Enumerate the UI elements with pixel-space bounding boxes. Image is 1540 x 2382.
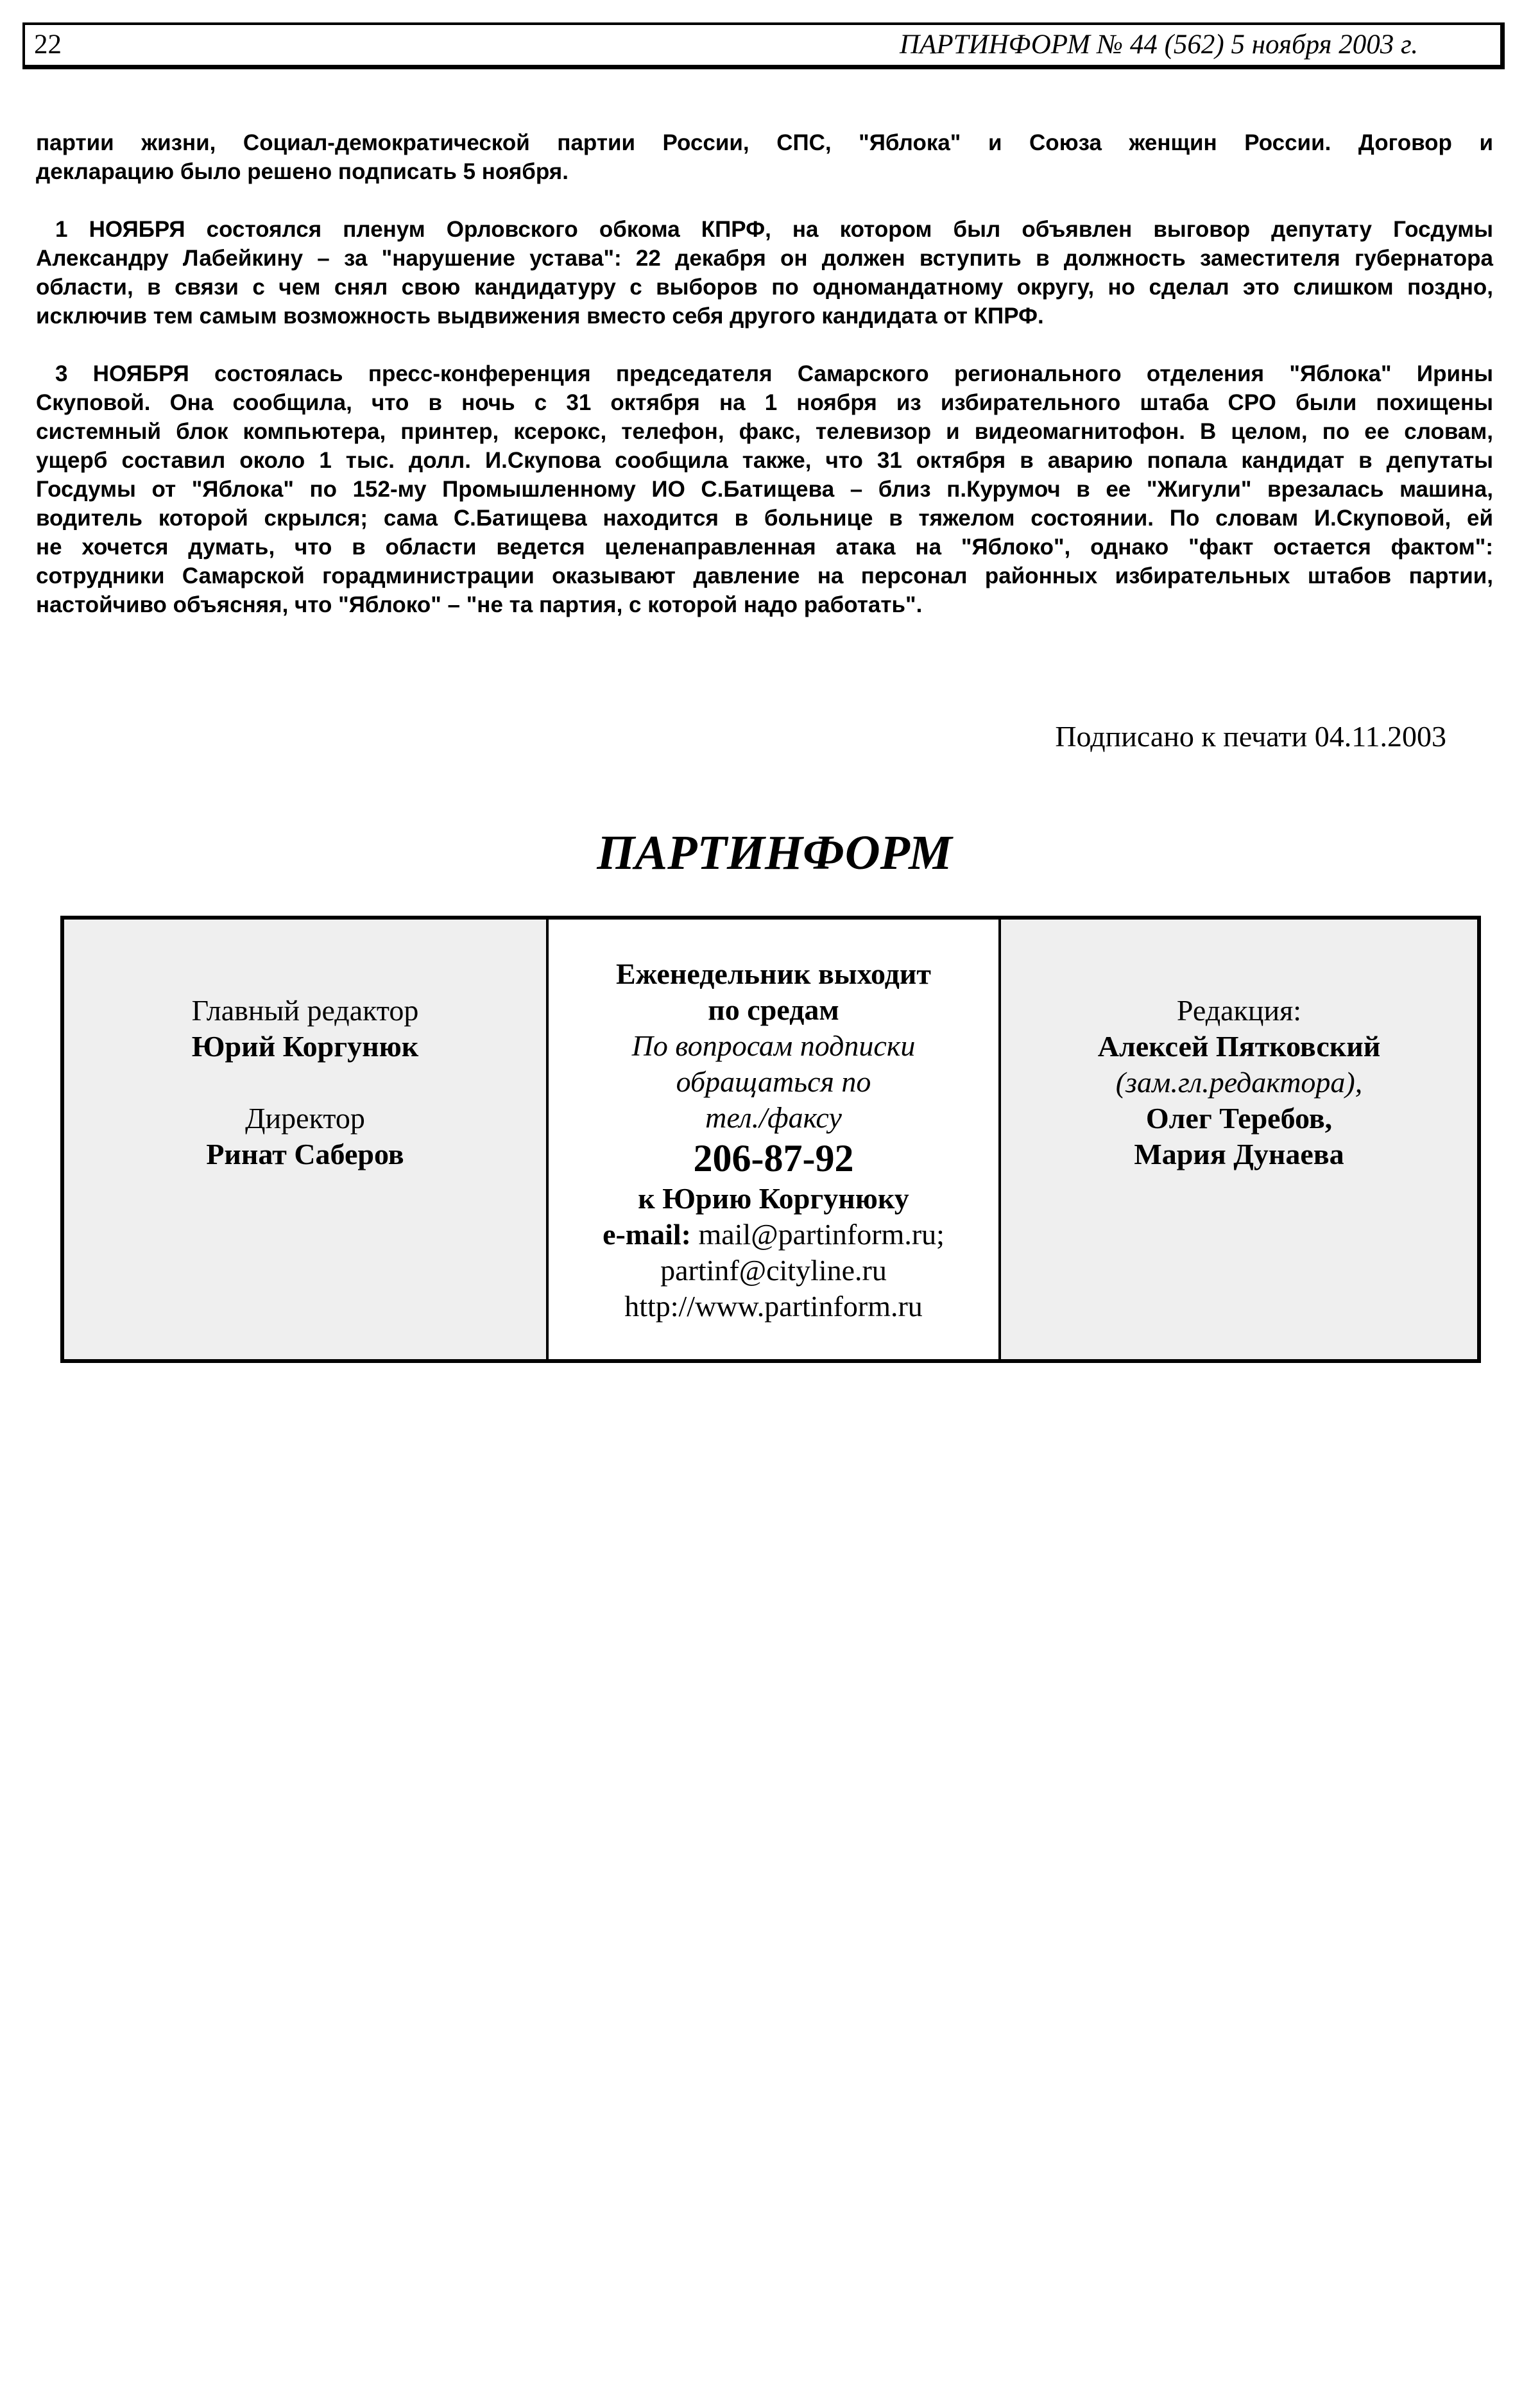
director-label: Директор	[245, 1102, 365, 1135]
staff-cell	[1001, 920, 1477, 1359]
text-line: ущерб составил около 1 тыс. долл. И.Скупова сообщила также, что 31 октября в аварию попала кандидат в депутаты	[36, 448, 1493, 473]
news-column	[36, 128, 1493, 619]
email-label: e-mail:	[603, 1218, 691, 1251]
signed-for-print: Подписано к печати 04.11.2003	[1055, 720, 1446, 753]
editorial-cell	[64, 920, 549, 1359]
text-line: настойчиво объясняя, что "Яблоко" – "не та партия, с которой надо работать".	[36, 592, 923, 617]
phone-number: 206-87-92	[693, 1137, 854, 1179]
text-line: не хочется думать, что в области ведется целенаправленная атака на "Яблоко", однако "факт остается фактом":	[36, 535, 1493, 560]
subscribe-line-2: обращаться по	[676, 1065, 871, 1098]
text-line: партии жизни, Социал-демократической партии России, СПС, "Яблока" и Союза женщин России. Договор и	[36, 130, 1493, 155]
subscription-cell	[549, 920, 1001, 1359]
text-line: исключив тем самым возможность выдвижения вместо себя другого кандидата от КПРФ.	[36, 304, 1044, 329]
email-secondary: partinf@cityline.ru	[660, 1254, 887, 1287]
subscription-text	[549, 956, 998, 1324]
contact-person: к Юрию Коргунюку	[638, 1182, 909, 1215]
paragraph-2	[36, 215, 1493, 330]
email-primary: mail@partinform.ru;	[698, 1218, 945, 1251]
staff-member-1: Олег Теребов,	[1145, 1102, 1333, 1135]
text-line: Скуповой. Она сообщила, что в ночь с 31 октября на 1 ноября из избирательного штаба СРО были похищены	[36, 390, 1493, 415]
editorial-text	[64, 993, 546, 1172]
text-line: 1 НОЯБРЯ состоялся пленум Орловского обкома КПРФ, на котором был объявлен выговор депутату Госдумы	[55, 217, 1493, 242]
imprint-table	[60, 916, 1481, 1363]
deputy-editor-role: (зам.гл.редактора),	[1115, 1066, 1363, 1099]
issue-line: ПАРТИНФОРМ № 44 (562) 5 ноября 2003 г.	[900, 30, 1418, 60]
chief-editor-label: Главный редактор	[191, 994, 419, 1027]
text-line: 3 НОЯБРЯ состоялась пресс-конференция председателя Самарского регионального отделения "Яблока" Ирины	[55, 361, 1493, 386]
text-line: системный блок компьютера, принтер, ксерокс, телефон, факс, телевизор и видеомагнитофон. В целом, по ее словам,	[36, 419, 1493, 444]
website-url: http://www.partinform.ru	[624, 1290, 923, 1323]
chief-editor-name: Юрий Коргунюк	[191, 1030, 419, 1063]
schedule-line-1: Еженедельник выходит	[615, 957, 932, 990]
page-number: 22	[34, 30, 62, 60]
text-line: водитель которой скрылся; сама С.Батищева находится в больнице в тяжелом состоянии. По словам И.Скуповой, ей	[36, 506, 1493, 531]
masthead-title: ПАРТИНФОРМ	[597, 826, 952, 880]
text-line: Госдумы от "Яблока" по 152-му Промышленному ИО С.Батищева – близ п.Курумоч в ее "Жигули" врезалась машина,	[36, 477, 1493, 502]
running-header	[22, 22, 1505, 69]
staff-label: Редакция:	[1176, 994, 1302, 1027]
director-name: Ринат Саберов	[206, 1138, 404, 1170]
text-line: Александру Лабейкину – за "нарушение устава": 22 декабря он должен вступить в должность заместителя губернатора	[36, 246, 1493, 271]
subscribe-line-1: По вопросам подписки	[631, 1029, 916, 1062]
text-line: декларацию было решено подписать 5 ноября.	[36, 159, 569, 184]
paragraph-1	[36, 128, 1493, 186]
schedule-line-2: по средам	[708, 993, 839, 1026]
text-line: сотрудники Самарской горадминистрации оказывают давление на персонал районных избирательных штабов партии,	[36, 563, 1493, 588]
staff-text	[1001, 993, 1477, 1172]
subscribe-line-3: тел./факсу	[705, 1101, 842, 1134]
text-line: области, в связи с чем снял свою кандидатуру с выборов по одномандатному округу, но сделал это слишком поздно,	[36, 275, 1493, 300]
paragraph-3	[36, 359, 1493, 619]
staff-member-2: Мария Дунаева	[1134, 1138, 1344, 1170]
deputy-editor-name: Алексей Пятковский	[1097, 1030, 1381, 1063]
email-line	[549, 1217, 998, 1253]
